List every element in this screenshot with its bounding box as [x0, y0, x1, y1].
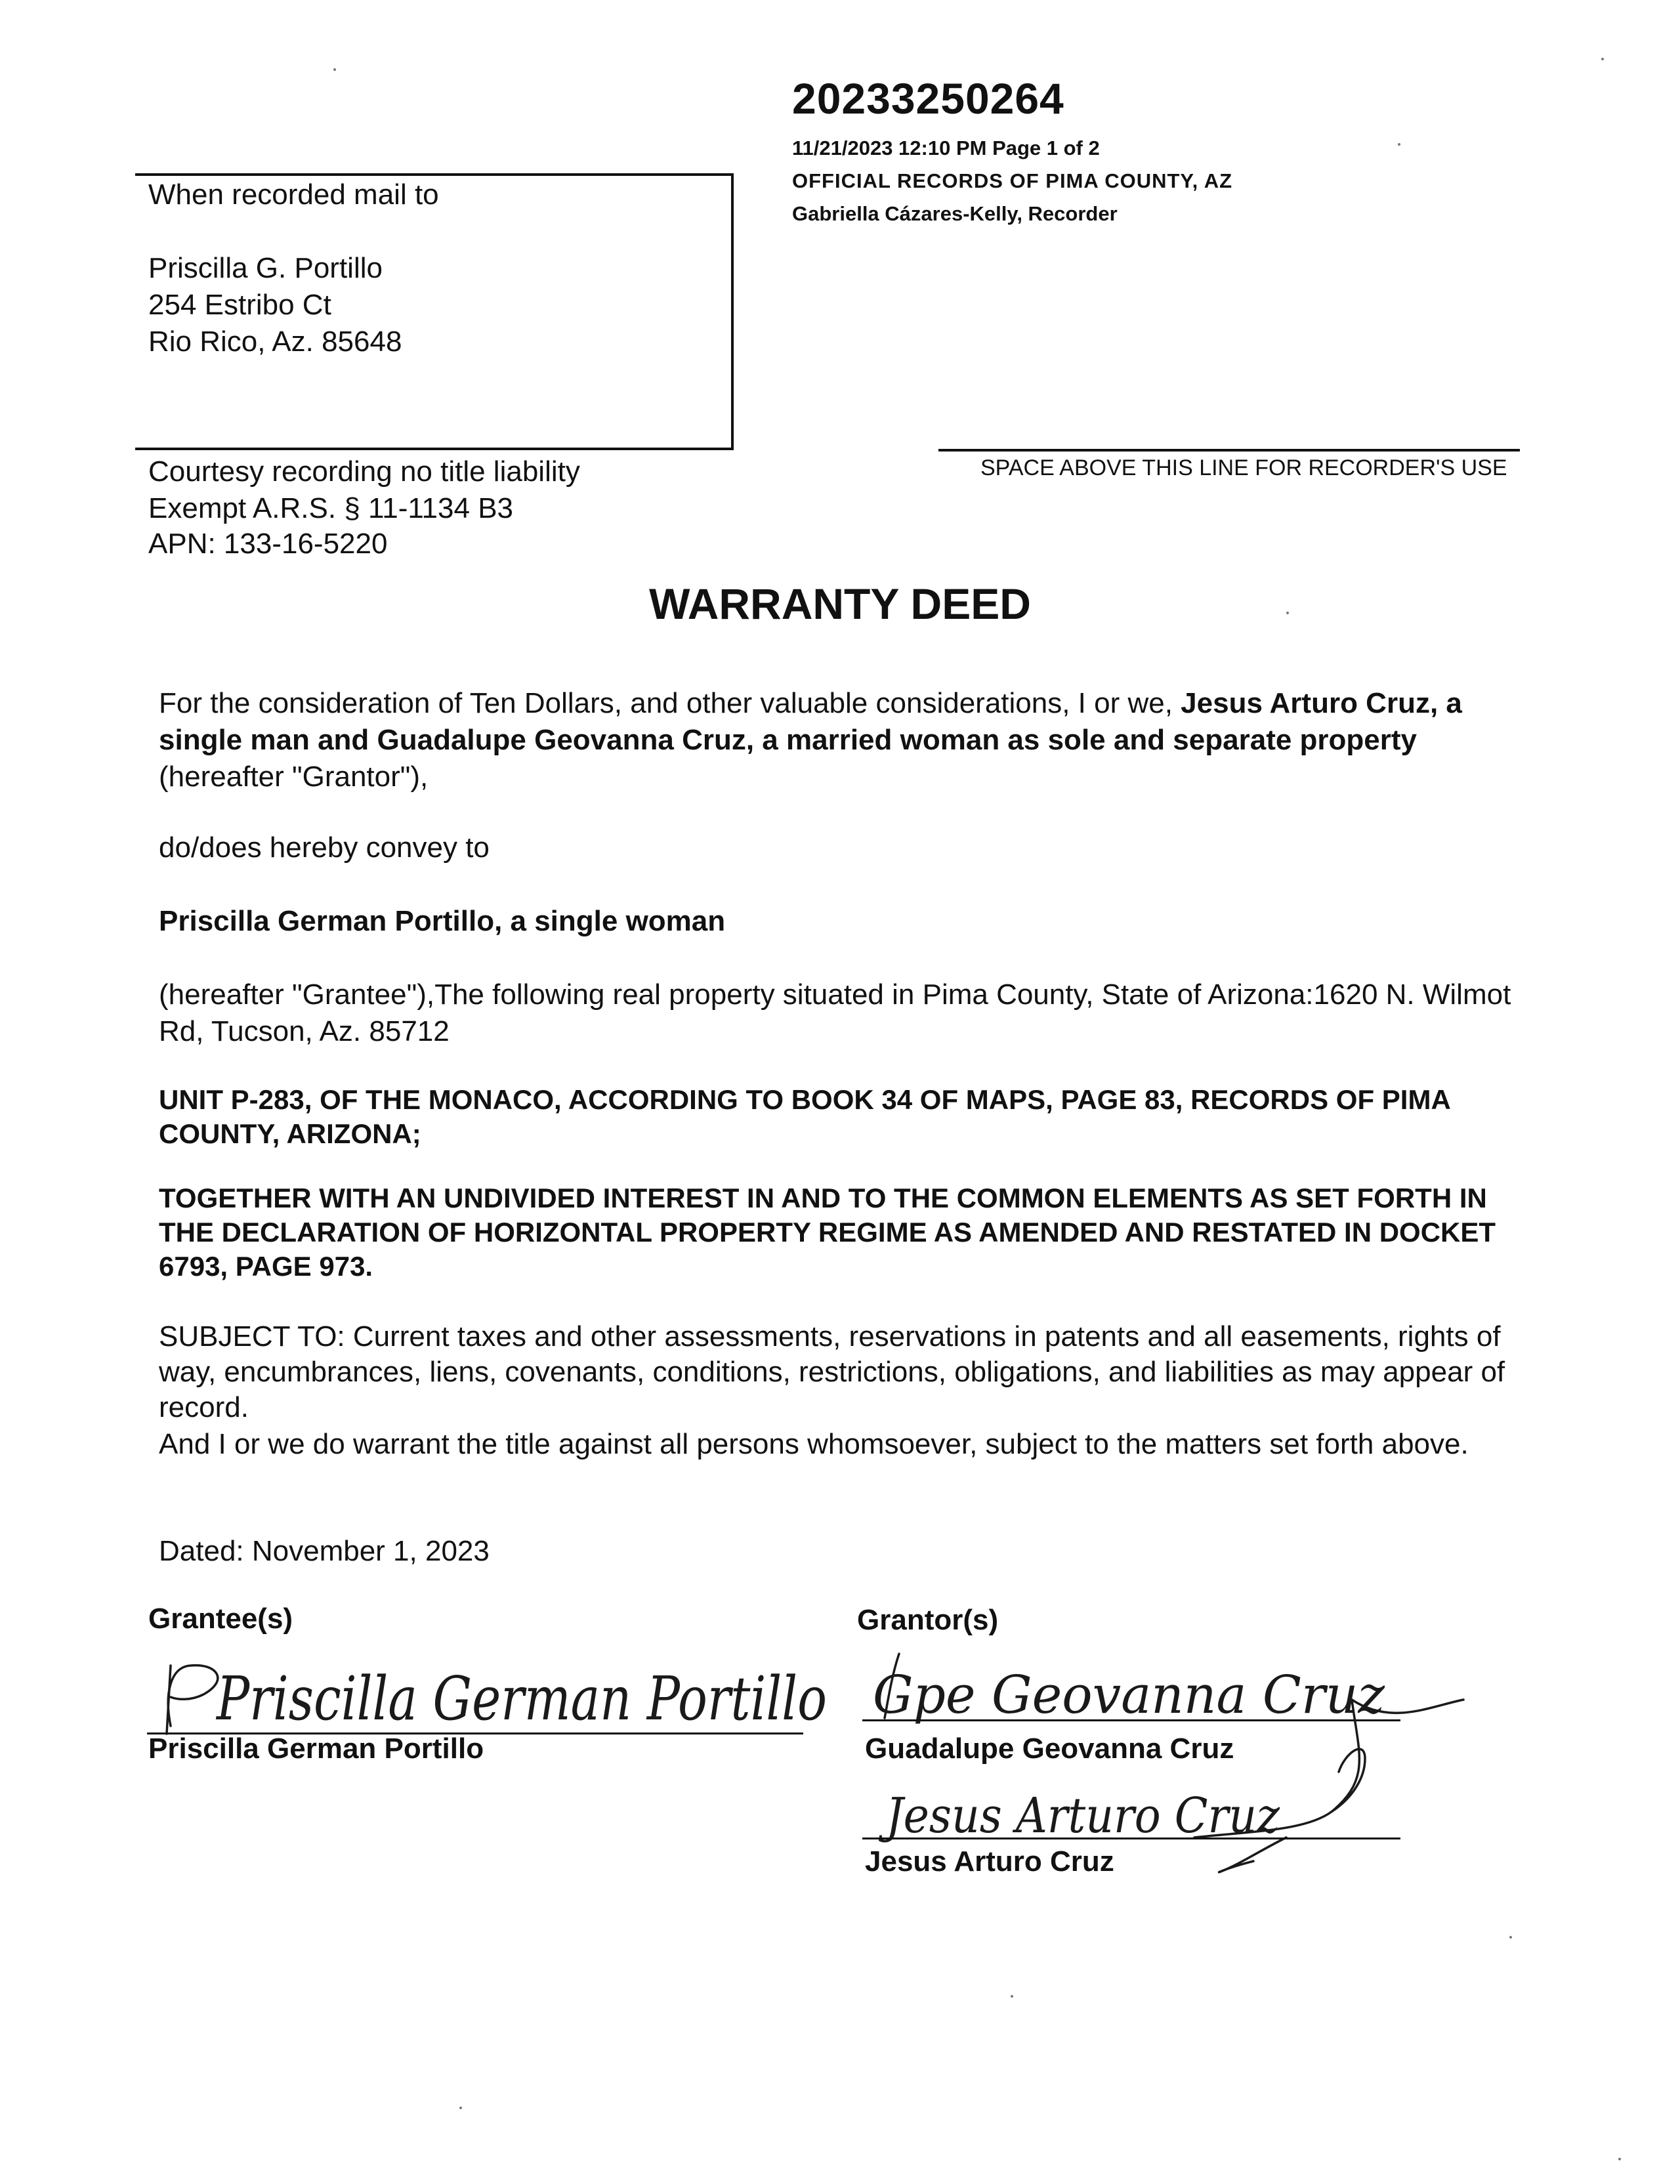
- subject-to-paragraph: SUBJECT TO: Current taxes and other assessments, reservations in patents and all easements, rights of way, encumbrances, liens, covenants, conditions, restrictions, obligations, and liabilities as may appear of record.: [159, 1320, 1505, 1423]
- exempt-note: Exempt A.R.S. § 11-1134 B3: [148, 492, 514, 524]
- recorder-name: Gabriella Cázares-Kelly, Recorder: [792, 202, 1118, 225]
- grantor-2-printed-name: Jesus Arturo Cruz: [865, 1845, 1114, 1878]
- legal-description-common-elements: TOGETHER WITH AN UNDIVIDED INTEREST IN AND TO THE COMMON ELEMENTS AS SET FORTH IN THE DECLARATION OF HORIZONTAL PROPERTY REGIME AS AMENDED AND RESTATED IN DOCKET 6793, PAGE 973.: [159, 1183, 1496, 1282]
- scan-speck: [1601, 58, 1604, 60]
- recording-document-number: 20233250264: [792, 74, 1064, 123]
- dated-line: Dated: November 1, 2023: [159, 1535, 490, 1567]
- scan-speck: [1286, 612, 1289, 614]
- grantor-names: Jesus Arturo Cruz, a single man and Guadalupe Geovanna Cruz, a married woman as sole and separate property: [159, 687, 1462, 756]
- scan-speck: [1011, 1995, 1013, 1998]
- recording-office: OFFICIAL RECORDS OF PIMA COUNTY, AZ: [792, 169, 1233, 192]
- recorder-space-rule: [938, 449, 1520, 452]
- scan-speck: [1509, 1936, 1512, 1939]
- document-title: WARRANTY DEED: [649, 579, 1031, 628]
- grantor-1-printed-name: Guadalupe Geovanna Cruz: [865, 1732, 1234, 1765]
- mail-to-heading: When recorded mail to: [148, 178, 439, 211]
- grantee-signature-script: Priscilla German Portillo: [215, 1664, 827, 1734]
- scan-speck: [333, 68, 336, 71]
- grantee-signature: [144, 1654, 853, 1739]
- grantee-name: Priscilla German Portillo, a single woman: [159, 905, 726, 937]
- grantor-1-signature-script: Gpe Geovanna Cruz: [873, 1664, 1385, 1725]
- grantor-heading: Grantor(s): [857, 1604, 999, 1636]
- grantee-heading: Grantee(s): [148, 1603, 293, 1635]
- mail-to-name: Priscilla G. Portillo: [148, 252, 383, 284]
- consideration-prefix: For the consideration of Ten Dollars, and other valuable considerations, I or we,: [159, 687, 1181, 719]
- consideration-paragraph: [159, 685, 1530, 795]
- property-paragraph: (hereafter "Grantee"),The following real property situated in Pima County, State of Arizona:1620 N. Wilmot Rd, Tucson, Az. 85712: [159, 978, 1511, 1047]
- grantor-2-signature-line: [862, 1838, 1400, 1839]
- grantee-printed-name: Priscilla German Portillo: [148, 1732, 484, 1765]
- scan-speck: [1618, 2158, 1621, 2160]
- recording-date-time-page: 11/21/2023 12:10 PM Page 1 of 2: [792, 136, 1100, 159]
- apn-number: APN: 133-16-5220: [148, 528, 388, 560]
- convey-line: do/does hereby convey to: [159, 831, 490, 864]
- warranty-paragraph: And I or we do warrant the title against all persons whomsoever, subject to the matters set forth above.: [159, 1428, 1469, 1460]
- mail-to-street: 254 Estribo Ct: [148, 289, 331, 321]
- grantor-2-signature: [860, 1767, 1319, 1845]
- recorder-space-note: SPACE ABOVE THIS LINE FOR RECORDER'S USE: [980, 455, 1507, 480]
- scan-speck: [1398, 143, 1400, 146]
- grantor-2-signature-script: Jesus Arturo Cruz: [878, 1788, 1280, 1844]
- scan-speck: [459, 2107, 462, 2109]
- consideration-suffix: (hereafter "Grantor"),: [159, 761, 429, 793]
- mail-to-city: Rio Rico, Az. 85648: [148, 326, 402, 358]
- legal-description-unit: UNIT P-283, OF THE MONACO, ACCORDING TO BOOK 34 OF MAPS, PAGE 83, RECORDS OF PIMA COUNTY, ARIZONA;: [159, 1084, 1450, 1149]
- courtesy-note: Courtesy recording no title liability: [148, 455, 580, 488]
